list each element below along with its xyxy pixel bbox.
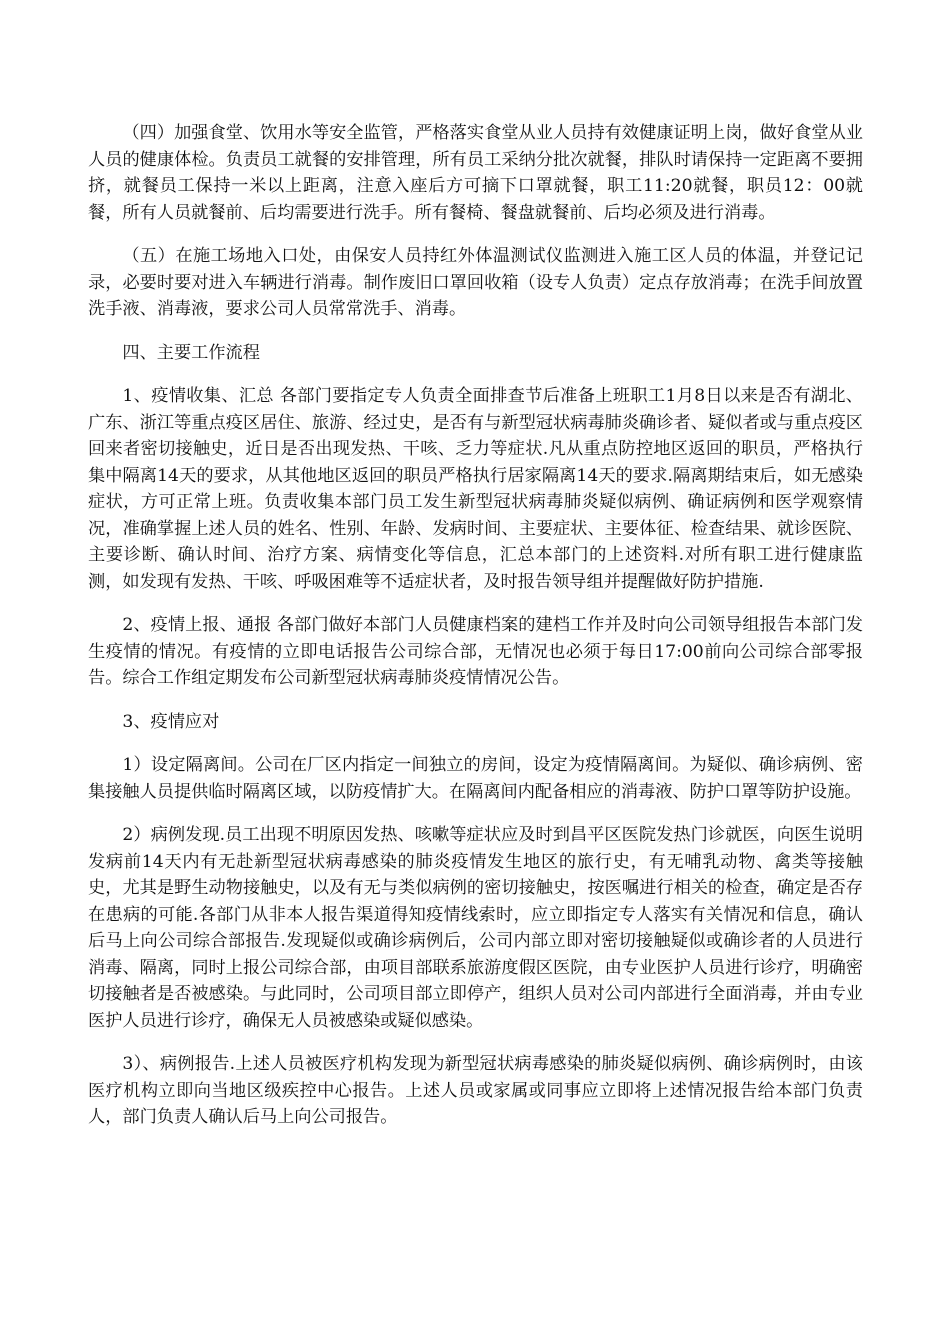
paragraph-case-report: 3）、病例报告.上述人员被医疗机构发现为新型冠状病毒感染的肺炎疑似病例、确诊病例时，由该医疗机构立即向当地区级疾控中心报告。上述人员或家属或同事应立即将上述情况报告给本部门负责人，部门负责人确认后马上向公司报告。 xyxy=(88,1054,863,1127)
section-heading-workflow: 四、主要工作流程 xyxy=(122,342,260,363)
paragraph-epidemic-reporting: 2、疫情上报、通报 各部门做好本部门人员健康档案的建档工作并及时向公司领导组报告本部门发生疫情的情况。有疫情的立即电话报告公司综合部，无情况也必须于每日17:00前向公司综合部零报告。综合工作组定期发布公司新型冠状病毒肺炎疫情情况公告。 xyxy=(88,615,863,688)
subsection-heading-response: 3、疫情应对 xyxy=(122,711,220,732)
paragraph-canteen-safety: （四）加强食堂、饮用水等安全监管，严格落实食堂从业人员持有效健康证明上岗，做好食堂从业人员的健康体检。负责员工就餐的安排管理，所有员工采纳分批次就餐，排队时请保持一定距离不要拥挤，就餐员工保持一米以上距离，注意入座后方可摘下口罩就餐，职工11:20就餐，职员12：00就餐，所有人员就餐前、后均需要进行洗手。所有餐椅、餐盘就餐前、后均必须及进行消毒。 xyxy=(88,123,863,223)
document-body xyxy=(88,120,863,1148)
paragraph-site-entrance: （五）在施工场地入口处，由保安人员持红外体温测试仪监测进入施工区人员的体温，并登记记录，必要时要对进入车辆进行消毒。制作废旧口罩回收箱（设专人负责）定点存放消毒；在洗手间放置洗手液、消毒液，要求公司人员常常洗手、消毒。 xyxy=(88,246,863,319)
paragraph-case-discovery: 2）病例发现.员工出现不明原因发热、咳嗽等症状应及时到昌平区医院发热门诊就医，向医生说明发病前14天内有无赴新型冠状病毒感染的肺炎疫情发生地区的旅行史，有无哺乳动物、禽类等接触史，尤其是野生动物接触史，以及有无与类似病例的密切接触史，按医嘱进行相关的检查，确定是否存在患病的可能.各部门从非本人报告渠道得知疫情线索时，应立即指定专人落实有关情况和信息，确认后马上向公司综合部报告.发现疑似或确诊病例后，公司内部立即对密切接触疑似或确诊者的人员进行消毒、隔离，同时上报公司综合部，由项目部联系旅游度假区医院，由专业医护人员进行诊疗，明确密切接触者是否被感染。与此同时，公司项目部立即停产，组织人员对公司内部进行全面消毒，并由专业医护人员进行诊疗，确保无人员被感染或疑似感染。 xyxy=(88,825,863,1031)
paragraph-isolation-room: 1）设定隔离间。公司在厂区内指定一间独立的房间，设定为疫情隔离间。为疑似、确诊病例、密集接触人员提供临时隔离区域，以防疫情扩大。在隔离间内配备相应的消毒液、防护口罩等防护设施。 xyxy=(88,755,863,802)
paragraph-epidemic-collection: 1、疫情收集、汇总 各部门要指定专人负责全面排查节后准备上班职工1月8日以来是否有湖北、广东、浙江等重点疫区居住、旅游、经过史，是否有与新型冠状病毒肺炎确诊者、疑似者或与重点疫区回来者密切接触史，近日是否出现发热、干咳、乏力等症状.凡从重点防控地区返回的职员，严格执行集中隔离14天的要求，从其他地区返回的职员严格执行居家隔离14天的要求.隔离期结束后，如无感染症状，方可正常上班。负责收集本部门员工发生新型冠状病毒肺炎疑似病例、确证病例和医学观察情况，准确掌握上述人员的姓名、性别、年龄、发病时间、主要症状、主要体征、检查结果、就诊医院、主要诊断、确认时间、治疗方案、病情变化等信息，汇总本部门的上述资料.对所有职工进行健康监测，如发现有发热、干咳、呼吸困难等不适症状者，及时报告领导组并提醒做好防护措施. xyxy=(88,386,863,592)
